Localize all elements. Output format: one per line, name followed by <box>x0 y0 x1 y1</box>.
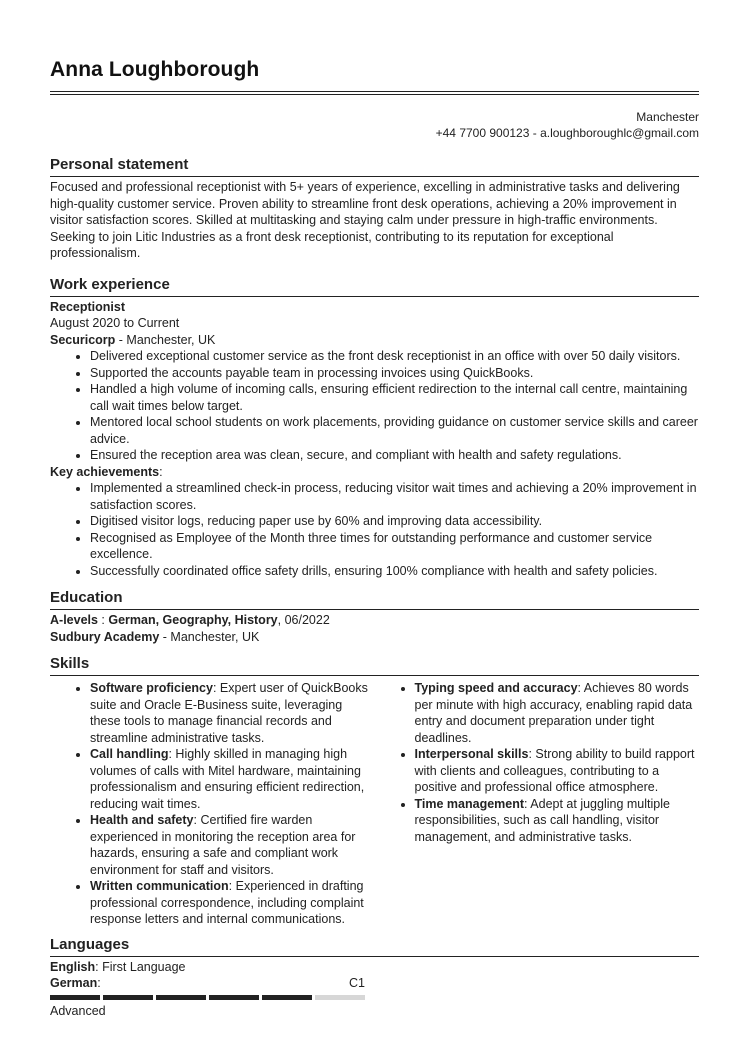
skill-text: : Certified fire warden experienced in monitoring the reception area for hazards, ensuring a safe and compliant work environment for staff and visitors. <box>90 813 356 877</box>
language-code: C1 <box>349 976 365 990</box>
skill-item <box>90 812 375 878</box>
contact-block <box>50 110 699 141</box>
skill-item <box>415 796 700 846</box>
skills-columns <box>50 680 699 928</box>
achievements-colon: : <box>159 464 163 479</box>
job-title: Receptionist <box>50 299 126 314</box>
skills-list <box>375 680 700 845</box>
section-heading: Skills <box>50 655 90 672</box>
skill-text: : Adept at juggling multiple responsibilities, such as call handling, visitor management, and administrative tasks. <box>414 796 670 844</box>
proficiency-segment-filled <box>209 995 259 1000</box>
skill-item <box>415 680 700 746</box>
skill-title: Interpersonal skills <box>414 747 529 761</box>
list-item: • Recognised as Employee of the Month three times for outstanding performance and customer service excellence. <box>90 530 699 563</box>
achievements-list <box>50 480 699 579</box>
qualification-sep: : <box>97 613 109 627</box>
achievements-label-line <box>50 464 699 481</box>
section-divider <box>50 675 699 676</box>
employer-name: Securicorp <box>50 332 116 347</box>
skill-title: Written communication <box>90 879 229 893</box>
skill-text: : Experienced in drafting professional correspondence, including complaint response letters and internal communications. <box>90 879 364 926</box>
list-item: • Mentored local school students on work placements, providing guidance on customer service skills and career advice. <box>90 414 699 447</box>
qualification-name: A-levels <box>50 613 98 627</box>
section-education <box>50 589 699 645</box>
skill-title: Call handling <box>90 747 169 761</box>
employer-location: - Manchester, UK <box>115 332 216 347</box>
list-item: • Successfully coordinated office safety drills, ensuring 100% compliance with health and safety policies. <box>90 563 699 580</box>
qualification-line <box>50 612 699 629</box>
list-item: • Supported the accounts payable team in processing invoices using QuickBooks. <box>90 365 699 382</box>
resume-page <box>50 0 699 1019</box>
skill-title: Time management <box>414 796 525 811</box>
qualification-subjects: German, Geography, History <box>108 613 278 627</box>
contact-phone: +44 7700 900123 <box>435 125 530 140</box>
contact-separator: - <box>529 125 541 140</box>
skill-item <box>90 680 375 746</box>
contact-location: Manchester <box>636 110 699 124</box>
proficiency-segment-filled <box>262 995 312 1000</box>
school-name: Sudbury Academy <box>50 629 160 644</box>
language-proficiency-bar <box>50 995 365 1000</box>
section-heading: Education <box>50 589 123 606</box>
language-name: English <box>50 959 96 974</box>
list-item: • Implemented a streamlined check-in process, reducing visitor wait times and achieving a 20% improvement in satisfaction scores. <box>90 480 699 513</box>
proficiency-segment-empty <box>315 995 365 1000</box>
section-divider <box>50 296 699 297</box>
proficiency-segment-filled <box>103 995 153 1000</box>
list-item: • Ensured the reception area was clean, secure, and compliant with health and safety regulations. <box>90 447 699 464</box>
section-heading: Personal statement <box>50 156 189 173</box>
list-item: • Digitised visitor logs, reducing paper use by 60% and improving data accessibility. <box>90 513 699 530</box>
qualification-date: , 06/2022 <box>277 613 330 627</box>
duties-list <box>50 348 699 464</box>
section-work-experience <box>50 276 699 580</box>
section-personal-statement <box>50 156 699 262</box>
skill-item <box>415 746 700 796</box>
language-level: : First Language <box>95 959 186 974</box>
language-second-row <box>50 975 365 992</box>
skills-right-column <box>375 680 700 928</box>
proficiency-segment-filled <box>156 995 206 1000</box>
skill-text: : Achieves 80 words per minute with high accuracy, enabling rapid data entry and document preparation under tight deadlines. <box>414 681 693 745</box>
section-divider <box>50 609 699 610</box>
candidate-name: Anna Loughborough <box>50 58 260 81</box>
contact-line <box>50 126 699 142</box>
language-first <box>50 959 699 976</box>
language-descriptor: Advanced <box>50 1003 106 1018</box>
school-line <box>50 629 699 646</box>
school-location: - Manchester, UK <box>159 629 260 644</box>
employer-line <box>50 332 699 349</box>
skill-item <box>90 878 375 928</box>
skill-item <box>90 746 375 812</box>
skill-text: : Strong ability to build rapport with clients and colleagues, contributing to a positive and professional office atmosphere. <box>414 747 695 794</box>
language-name: German <box>50 976 98 990</box>
proficiency-segment-filled <box>50 995 100 1000</box>
skill-title: Software proficiency <box>90 681 213 695</box>
section-heading: Languages <box>50 935 130 953</box>
list-item: • Delivered exceptional customer service as the front desk receptionist in an office with over 50 daily visitors. <box>90 348 699 365</box>
contact-email: a.loughboroughlc@gmail.com <box>540 125 699 140</box>
language-colon: : <box>97 976 101 990</box>
section-skills <box>50 655 699 928</box>
section-languages <box>50 936 699 1020</box>
achievements-label: Key achievements <box>50 464 160 479</box>
skills-left-column <box>50 680 375 928</box>
list-item: • Handled a high volume of incoming calls, ensuring efficient redirection to the internal call centre, maintaining call wait times below target. <box>90 381 699 414</box>
section-divider <box>50 176 699 177</box>
section-divider <box>50 956 699 957</box>
skill-text: : Expert user of QuickBooks suite and Oracle E-Business suite, leveraging these tools to manage financial records and streamline administrative tasks. <box>90 681 368 745</box>
section-heading: Work experience <box>50 275 170 293</box>
skill-text: : Highly skilled in managing high volumes of calls with Mitel hardware, maintaining professionalism and ensuring efficient redirection, reducing wait times. <box>90 747 365 811</box>
name-divider <box>50 91 699 95</box>
skill-title: Typing speed and accuracy <box>414 681 578 695</box>
skill-title: Health and safety <box>90 813 194 827</box>
job-dates: August 2020 to Current <box>50 316 180 330</box>
skills-list <box>50 680 375 928</box>
personal-statement-text: Focused and professional receptionist with 5+ years of experience, excelling in administrative tasks and delivering high-quality customer service. Proven ability to streamline front desk operations, achieving a 20% improvement in visitor satisfaction scores. Skilled at multitasking and staying calm under pressure in high-traffic environments. Seeking to join Litic Industries as a front desk receptionist, contributing to its reputation for exceptional professionalism. <box>50 180 680 260</box>
